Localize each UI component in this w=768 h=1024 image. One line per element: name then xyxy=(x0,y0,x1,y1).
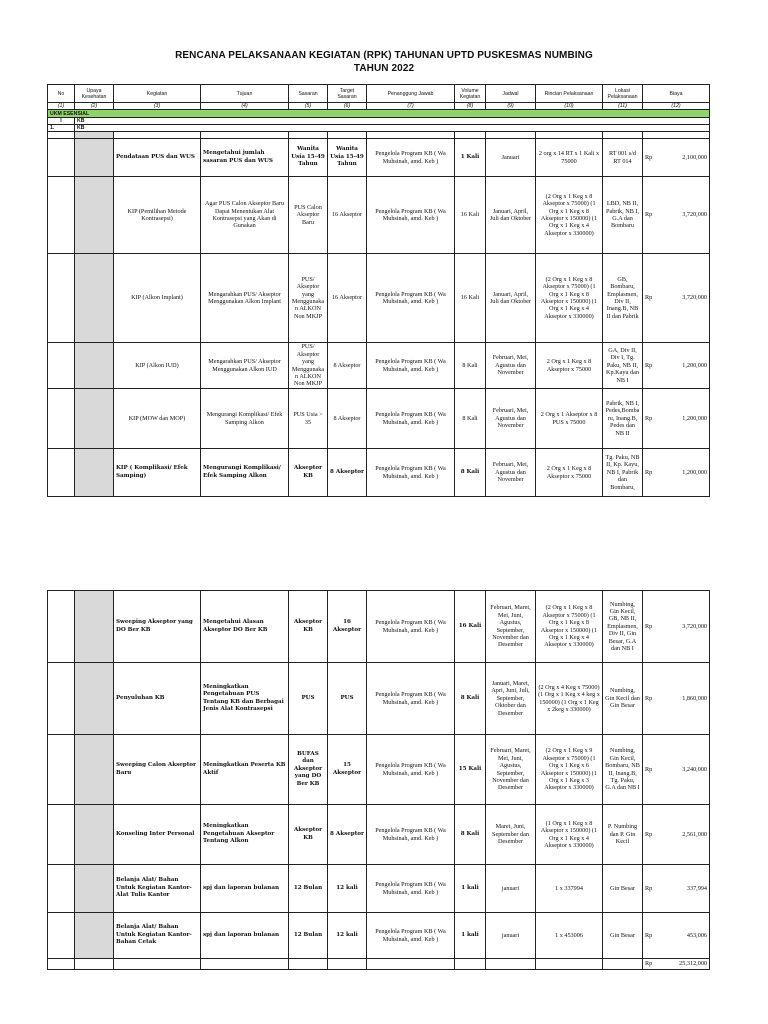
cell-biaya: 337,994 xyxy=(656,865,710,913)
col-number: (8) xyxy=(455,103,486,110)
table-row xyxy=(48,449,710,497)
cell-target: 12 kali xyxy=(328,913,367,959)
cell-volume: 8 Kali xyxy=(455,389,486,449)
cell-lokasi: GA, Div II, Div I, Tg. Paku, NB II, Kp.Kayu dan NB I xyxy=(603,343,643,389)
section-row-i xyxy=(48,118,710,125)
cell-no xyxy=(48,913,75,959)
cell-upaya xyxy=(75,389,114,449)
cell-no xyxy=(48,663,75,735)
total-currency: Rp xyxy=(643,959,656,970)
cell-rincian: (2 Org x 1 Keg x 9 Akseptor x 75000) (1 Org x 1 Keg x 6 Akseptor x 150000) (1 Org x 1 Keg x 3 Akseptor x 330000) xyxy=(536,735,603,805)
cell-lokasi: RT 001 s/d RT 014 xyxy=(603,139,643,177)
cell-currency: Rp xyxy=(643,449,656,497)
cell-target: 8 Akseptor xyxy=(328,805,367,865)
cell-upaya xyxy=(75,343,114,389)
cell-sasaran: 12 Bulan xyxy=(289,913,328,959)
cell-rincian: 2 Org x 1 Keg x 8 Akseptor x 75000 xyxy=(536,343,603,389)
cell-tujuan: Meningkatkan Pengetahuan PUS Tentang KB dan Berbagai Jenis Alat Kontrasepsi xyxy=(201,663,289,735)
cell-currency: Rp xyxy=(643,343,656,389)
cell-rincian: (1 Org x 1 Keg x 8 Akseptor x 150000) (1 Org x 1 Keg x 4 Akseptor x 330000) xyxy=(536,805,603,865)
cell-biaya: 1,860,000 xyxy=(656,663,710,735)
section-label: KB xyxy=(75,118,710,125)
cell-tujuan: Mengetahui Alasan Akseptor DO Ber KB xyxy=(201,591,289,663)
cell-biaya: 453,006 xyxy=(656,913,710,959)
cell-upaya xyxy=(75,449,114,497)
cell-kegiatan: Sweeping Akseptor yang DO Ber KB xyxy=(114,591,201,663)
col-number: (7) xyxy=(367,103,455,110)
cell-upaya xyxy=(75,177,114,254)
col-header: Tujuan xyxy=(201,85,289,103)
cell-kegiatan: KIP ( Komplikasi/ Efek Samping) xyxy=(114,449,201,497)
col-number: (4) xyxy=(201,103,289,110)
cell-no xyxy=(48,449,75,497)
cell-tujuan: spj dan laporan bulanan xyxy=(201,913,289,959)
col-header: Penanggung Jawab xyxy=(367,85,455,103)
col-number: (11) xyxy=(603,103,643,110)
cell-no xyxy=(48,735,75,805)
col-header: Upaya Kesehatan xyxy=(75,85,114,103)
cell-currency: Rp xyxy=(643,254,656,343)
cell-currency: Rp xyxy=(643,177,656,254)
cell-biaya: 1,200,000 xyxy=(656,343,710,389)
cell-jadwal: Februari, Maret, Mei, Juni, Agustus, September, November dan Desember xyxy=(486,591,536,663)
table-row xyxy=(48,139,710,177)
cell-lokasi: GB, Bombaru, Emplasmen, Div II, Inang.B, NB II dan Pabrik xyxy=(603,254,643,343)
cell-pj: Pengelola Program KB ( Wa Muhsinah, amd. Keb ) xyxy=(367,449,455,497)
cell-sasaran: PUS Calon Akseptor Baru xyxy=(289,177,328,254)
cell-target: 16 Akseptor xyxy=(328,591,367,663)
cell-biaya: 3,720,000 xyxy=(656,254,710,343)
cell-volume: 1 Kali xyxy=(455,139,486,177)
cell-upaya xyxy=(75,663,114,735)
cell-rincian: 1 x 337994 xyxy=(536,865,603,913)
cell-volume: 16 Kali xyxy=(455,254,486,343)
cell-volume: 16 Kali xyxy=(455,591,486,663)
table-row xyxy=(48,865,710,913)
cell-sasaran: Wanita Usia 15-49 Tahun xyxy=(289,139,328,177)
row-number: 1. xyxy=(48,125,75,132)
document-year: TAHUN 2022 xyxy=(353,63,415,74)
cell-kegiatan: KIP (Alkon Implant) xyxy=(114,254,201,343)
cell-upaya xyxy=(75,591,114,663)
column-header-row xyxy=(48,85,710,103)
cell-tujuan: Mengetahui jumlah sasaran PUS dan WUS xyxy=(201,139,289,177)
cell-biaya: 1,200,000 xyxy=(656,449,710,497)
cell-no xyxy=(48,591,75,663)
cell-rincian: (2 Org x 4 Keg x 75000) (1 Org x 1 Keg x 4 keg x 150000) (1 Org x 1 Keg x 2keg x 330000) xyxy=(536,663,603,735)
cell-kegiatan: Konseling Inter Personal xyxy=(114,805,201,865)
col-number: (2) xyxy=(75,103,114,110)
cell-pj: Pengelola Program KB ( Wa Muhsinah, amd. Keb ) xyxy=(367,805,455,865)
cell-rincian: 1 x 453006 xyxy=(536,913,603,959)
cell-volume: 1 kali xyxy=(455,913,486,959)
cell-pj: Pengelola Program KB ( Wa Muhsinah, amd. Keb ) xyxy=(367,389,455,449)
cell-rincian: (2 Org x 1 Keg x 8 Akseptor x 75000) (1 Org x 1 Keg x 8 Akseptor x 150000) (1 Org x 1 Keg x 4 Akseptor x 330000) xyxy=(536,177,603,254)
cell-pj: Pengelola Program KB ( Wa Muhsinah, amd. Keb ) xyxy=(367,254,455,343)
cell-biaya: 3,720,000 xyxy=(656,591,710,663)
column-number-row xyxy=(48,103,710,110)
cell-target: PUS xyxy=(328,663,367,735)
cell-volume: 8 Kali xyxy=(455,343,486,389)
cell-kegiatan: KIP (Pemilihan Metode Kontrasepsi) xyxy=(114,177,201,254)
cell-pj: Pengelola Program KB ( Wa Muhsinah, amd. Keb ) xyxy=(367,591,455,663)
row-number: I xyxy=(48,118,75,125)
cell-tujuan: Mengurangi Komplikasi/ Efek Samping Alkon xyxy=(201,389,289,449)
cell-upaya xyxy=(75,139,114,177)
cell-kegiatan: Penyuluhan KB xyxy=(114,663,201,735)
cell-sasaran: PUS Usia > 35 xyxy=(289,389,328,449)
col-number: (10) xyxy=(536,103,603,110)
col-header: Kegiatan xyxy=(114,85,201,103)
cell-lokasi: Gin Besar xyxy=(603,865,643,913)
cell-target: 8 Akseptor xyxy=(328,343,367,389)
col-header: Biaya xyxy=(643,85,710,103)
cell-pj: Pengelola Program KB ( Wa Muhsinah, amd. Keb ) xyxy=(367,913,455,959)
table-row xyxy=(48,389,710,449)
rpk-table-bottom xyxy=(47,590,710,970)
col-number: (5) xyxy=(289,103,328,110)
cell-no xyxy=(48,865,75,913)
cell-no xyxy=(48,343,75,389)
cell-jadwal: Januari xyxy=(486,139,536,177)
table-row xyxy=(48,591,710,663)
cell-jadwal: Februari, Mei, Agustus dan November xyxy=(486,449,536,497)
cell-tujuan: Mengarahkan PUS/ Akseptor Menggunakan Alkon Implant xyxy=(201,254,289,343)
cell-target: 8 Akseptor xyxy=(328,389,367,449)
cell-no xyxy=(48,254,75,343)
cell-no xyxy=(48,805,75,865)
cell-kegiatan: Pendataan PUS dan WUS xyxy=(114,139,201,177)
cell-tujuan: Mengarahkan PUS/ Akseptor Menggunakan Alkon IUD xyxy=(201,343,289,389)
col-header: Jadwal xyxy=(486,85,536,103)
table-row xyxy=(48,343,710,389)
cell-currency: Rp xyxy=(643,865,656,913)
col-header: Volume Kegiatan xyxy=(455,85,486,103)
col-header: Rincian Pelaksanaan xyxy=(536,85,603,103)
section-row-1 xyxy=(48,125,710,132)
cell-volume: 15 Kali xyxy=(455,735,486,805)
col-number: (9) xyxy=(486,103,536,110)
cell-jadwal: Februari, Mei, Agustus dan November xyxy=(486,343,536,389)
cell-lokasi: Numbing, Gin Kecil, Bombaru, NB II, Inang.B, Tg. Paku, G.A dan NB I xyxy=(603,735,643,805)
col-number: (12) xyxy=(643,103,710,110)
cell-kegiatan: KIP (Alkon IUD) xyxy=(114,343,201,389)
cell-jadwal: Januari, April, Juli dan Oktober xyxy=(486,254,536,343)
cell-target: 12 kali xyxy=(328,865,367,913)
cell-tujuan: Agar PUS Calon Akseptor Baru Dapat Menentukan Alat Kontrasepsi yang Akan di Gunakan xyxy=(201,177,289,254)
table-row xyxy=(48,735,710,805)
cell-currency: Rp xyxy=(643,913,656,959)
cell-kegiatan: Belanja Alat/ Bahan Untuk Kegiatan Kantor-Bahan Cetak xyxy=(114,913,201,959)
cell-kegiatan: KIP (MOW dan MOP) xyxy=(114,389,201,449)
cell-rincian: 2 Org x 1 Keg x 8 Akseptor x 75000 xyxy=(536,449,603,497)
cell-volume: 8 Kali xyxy=(455,663,486,735)
cell-rincian: (2 Org x 1 Keg x 8 Akseptor x 75000) (1 Org x 1 Keg x 8 Akseptor x 150000) (1 Org x 1 Keg x 4 Akseptor x 330000) xyxy=(536,591,603,663)
cell-jadwal: januari xyxy=(486,865,536,913)
cell-pj: Pengelola Program KB ( Wa Muhsinah, amd. Keb ) xyxy=(367,735,455,805)
cell-target: 16 Akseptor xyxy=(328,177,367,254)
cell-sasaran: Akseptor KB xyxy=(289,449,328,497)
cell-sasaran: 12 Bulan xyxy=(289,865,328,913)
cell-rincian: 2 org x 14 RT x 1 Kali x 75000 xyxy=(536,139,603,177)
total-row xyxy=(48,959,710,970)
cell-biaya: 3,240,000 xyxy=(656,735,710,805)
cell-pj: Pengelola Program KB ( Wa Muhsinah, amd. Keb ) xyxy=(367,139,455,177)
cell-no xyxy=(48,389,75,449)
cell-pj: Pengelola Program KB ( Wa Muhsinah, amd. Keb ) xyxy=(367,343,455,389)
cell-sasaran: PUS/ Akseptor yang Menggunaka n ALKON Non MKJP xyxy=(289,343,328,389)
cell-kegiatan: Sweeping Calon Akseptor Baru xyxy=(114,735,201,805)
cell-currency: Rp xyxy=(643,735,656,805)
col-header: Target Sasaran xyxy=(328,85,367,103)
cell-tujuan: Mengurangi Komplikasi/ Efek Samping Alkon xyxy=(201,449,289,497)
cell-volume: 8 Kali xyxy=(455,449,486,497)
cell-sasaran: PUS/ Akseptor yang Menggunaka n ALKON Non MKJP xyxy=(289,254,328,343)
cell-lokasi: Tg. Paku, NB II, Kp. Kayu, NB I, Pabrik dan Bombaru, xyxy=(603,449,643,497)
cell-volume: 1 kali xyxy=(455,865,486,913)
col-header: No xyxy=(48,85,75,103)
cell-tujuan: Meningkatkan Peserta KB Aktif xyxy=(201,735,289,805)
cell-pj: Pengelola Program KB ( Wa Muhsinah, amd. Keb ) xyxy=(367,177,455,254)
cell-biaya: 2,100,000 xyxy=(656,139,710,177)
cell-lokasi: Pabrik, NB I, Pedes,Bomba ru, Inang.B, Pedes dan NB II xyxy=(603,389,643,449)
col-number: (3) xyxy=(114,103,201,110)
cell-no xyxy=(48,139,75,177)
cell-jadwal: Januari, Maret, Apri, Juni, Juli, September, Oktober dan Desember xyxy=(486,663,536,735)
cell-tujuan: Meningkatkan Pengetahuan Akseptor Tentang Alkon xyxy=(201,805,289,865)
table-row xyxy=(48,663,710,735)
cell-upaya xyxy=(75,735,114,805)
rpk-table-top-body xyxy=(47,138,710,497)
cell-rincian: (2 Org x 1 Keg x 8 Akseptor x 75000) (1 Org x 1 Keg x 8 Akseptor x 150000) (1 Org x 1 Keg x 4 Akseptor x 330000) xyxy=(536,254,603,343)
col-number: (1) xyxy=(48,103,75,110)
cell-sasaran: Akseptor KB xyxy=(289,591,328,663)
total-amount: 25,312,000 xyxy=(656,959,710,970)
cell-pj: Pengelola Program KB ( Wa Muhsinah, amd. Keb ) xyxy=(367,663,455,735)
cell-biaya: 2,561,000 xyxy=(656,805,710,865)
cell-lokasi: P. Numbing dan P. Gin Kecil xyxy=(603,805,643,865)
col-number: (6) xyxy=(328,103,367,110)
cell-target: 15 Akseptor xyxy=(328,735,367,805)
cell-lokasi: Gin Besar xyxy=(603,913,643,959)
col-header: Lokasi Pelaksanaan xyxy=(603,85,643,103)
cell-target: Wanita Usia 15-49 Tahun xyxy=(328,139,367,177)
table-row xyxy=(48,177,710,254)
cell-target: 8 Akseptor xyxy=(328,449,367,497)
cell-jadwal: Februari, Maret, Mei, Juni, Agustus, September, November dan Desember xyxy=(486,735,536,805)
cell-lokasi: Numbing, Gin Kecil, GB, NB II, Emplasmen, Div II, Gin Besar, G.A dan NB I xyxy=(603,591,643,663)
section-label: KB xyxy=(75,125,710,132)
section-row-ukm xyxy=(48,110,710,118)
document-title: RENCANA PELAKSANAAN KEGIATAN (RPK) TAHUNAN UPTD PUSKESMAS NUMBING xyxy=(175,50,593,61)
cell-sasaran: PUS xyxy=(289,663,328,735)
cell-jadwal: Januari, April, Juli dan Oktober xyxy=(486,177,536,254)
cell-currency: Rp xyxy=(643,591,656,663)
cell-lokasi: LBD, NB II, Pabrik, NB I, G.A dan Bombaru xyxy=(603,177,643,254)
section-label: UKM ESENSIAL xyxy=(48,110,710,118)
table-row xyxy=(48,805,710,865)
cell-no xyxy=(48,177,75,254)
cell-biaya: 1,200,000 xyxy=(656,389,710,449)
cell-rincian: 2 Org x 1 Akseptor x 8 PUS x 75000 xyxy=(536,389,603,449)
cell-volume: 16 Kali xyxy=(455,177,486,254)
cell-sasaran: Akseptor KB xyxy=(289,805,328,865)
rpk-table-top xyxy=(47,84,710,139)
cell-tujuan: spj dan laporan bulanan xyxy=(201,865,289,913)
cell-lokasi: Numbing, Gin Kecil dan Gin Besar xyxy=(603,663,643,735)
cell-jadwal: januari xyxy=(486,913,536,959)
cell-currency: Rp xyxy=(643,139,656,177)
table-row xyxy=(48,254,710,343)
cell-upaya xyxy=(75,865,114,913)
col-header: Sasaran xyxy=(289,85,328,103)
cell-jadwal: Februari, Mei, Agustus dan November xyxy=(486,389,536,449)
cell-upaya xyxy=(75,913,114,959)
cell-pj: Pengelola Program KB ( Wa Muhsinah, amd. Keb ) xyxy=(367,865,455,913)
cell-upaya xyxy=(75,254,114,343)
cell-target: 16 Akseptor xyxy=(328,254,367,343)
cell-kegiatan: Belanja Alat/ Bahan Untuk Kegiatan Kantor-Alat Tulis Kantor xyxy=(114,865,201,913)
cell-sasaran: BUFAS dan Akseptor yang DO Ber KB xyxy=(289,735,328,805)
cell-jadwal: Maret, Juni, September dan Desember xyxy=(486,805,536,865)
cell-currency: Rp xyxy=(643,805,656,865)
cell-volume: 8 Kali xyxy=(455,805,486,865)
cell-currency: Rp xyxy=(643,663,656,735)
cell-biaya: 3,720,000 xyxy=(656,177,710,254)
table-row xyxy=(48,913,710,959)
cell-currency: Rp xyxy=(643,389,656,449)
cell-upaya xyxy=(75,805,114,865)
